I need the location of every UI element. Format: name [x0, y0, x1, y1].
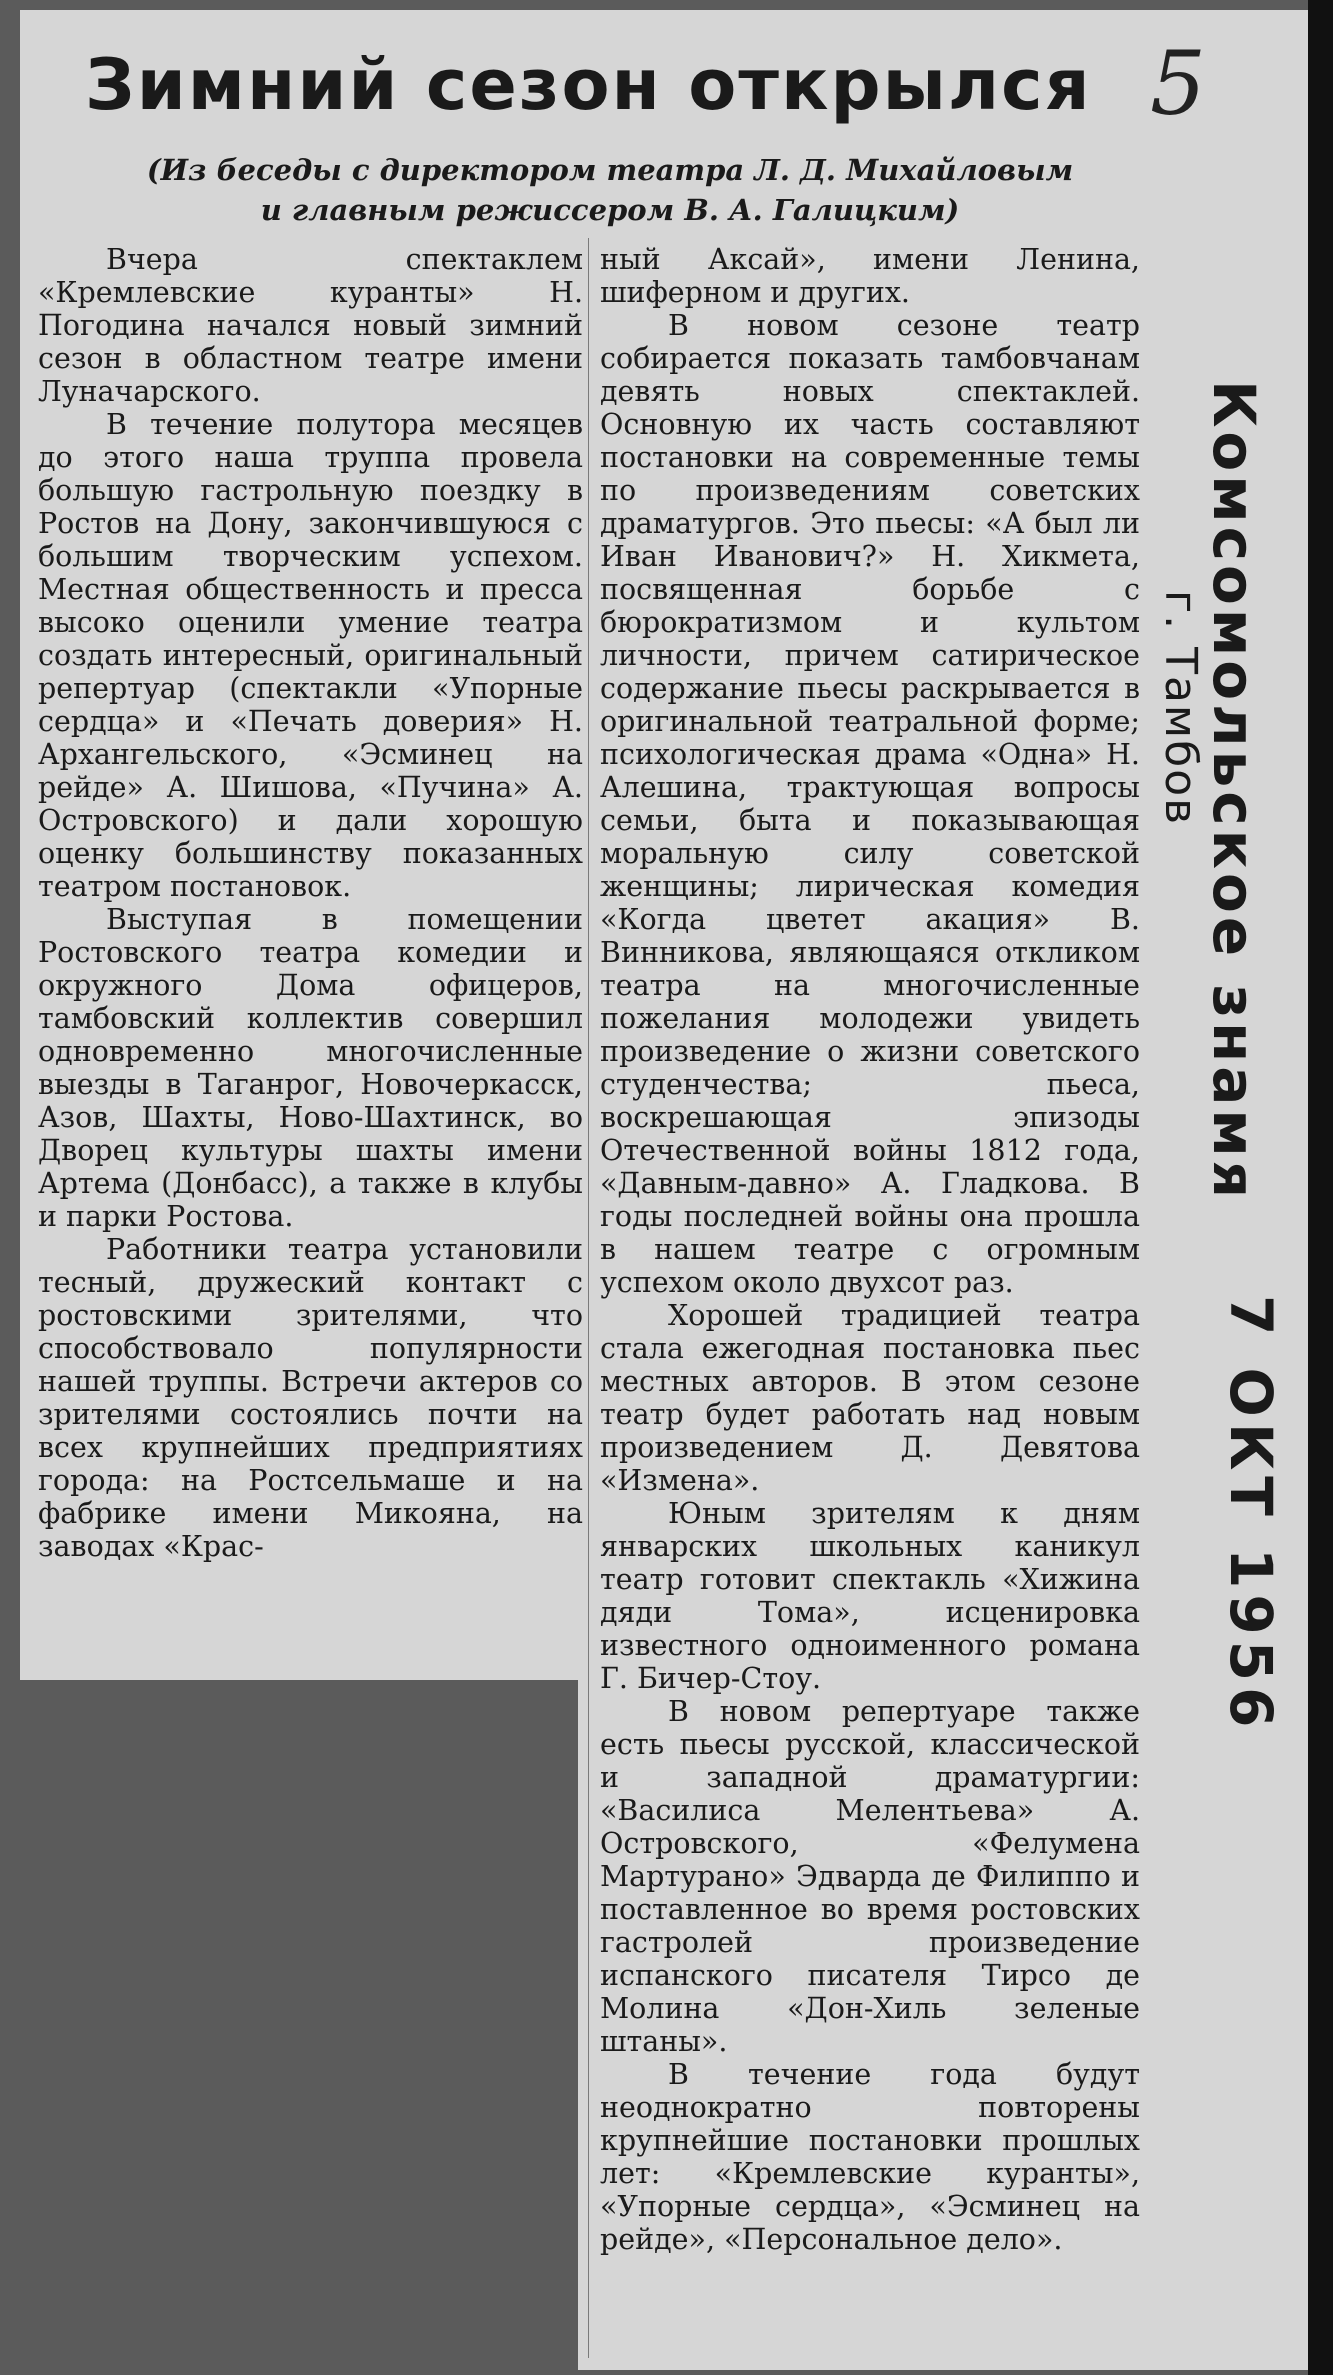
subtitle-line: и главным режиссером В. А. Галицким): [260, 193, 960, 227]
paragraph: В течение года будут неоднократно повторены крупнейшие постановки прошлых лет: «Кремлевские куранты», «Упорные сердца», «Эсминец на рейде», «Персональное дело».: [600, 2058, 1140, 2256]
handwritten-number: 5: [1150, 32, 1206, 135]
paragraph: Вчера спектаклем «Кремлевские куранты» Н. Погодина начался новый зимний сезон в областном театре имени Луначарского.: [38, 243, 583, 408]
article-subtitle: [110, 150, 1110, 230]
date-stamp: 7 ОКТ 1956: [1217, 1295, 1285, 1734]
paragraph: Хорошей традицией театра стала ежегодная постановка пьес местных авторов. В этом сезоне театр будет работать над новым произведением Д. Девятова «Измена».: [600, 1299, 1140, 1497]
paragraph: Юным зрителям к дням январских школьных каникул театр готовит спектакль «Хижина дяди Тома», исценировка известного одноименного романа Г. Бичер-Стоу.: [600, 1497, 1140, 1695]
newspaper-stamp: Комсомольское знамя: [1200, 380, 1268, 1202]
paragraph-continuation: ный Аксай», имени Ленина, шиферном и других.: [600, 243, 1140, 309]
scan-edge: [1308, 0, 1333, 2375]
paragraph: В течение полутора месяцев до этого наша труппа провела большую гастрольную поездку в Ростов на Дону, закончившуюся с большим творческим успехом. Местная общественность и пресса высоко оценили умение театра создать интересный, оригинальный репертуар (спектакли «Упорные сердца» и «Печать доверия» Н. Архангельского, «Эсминец на рейде» А. Шишова, «Пучина» А. Островского) и дали хорошую оценку большинству показанных театром постановок.: [38, 408, 583, 903]
article-title: Зимний сезон открылся: [85, 44, 1092, 126]
paragraph: В новом репертуаре также есть пьесы русской, классической и западной драматургии: «Василиса Мелентьева» А. Островского, «Фелумена Мартурано» Эдварда де Филиппо и поставленное во время ростовских гастролей произведение испанского писателя Тирсо де Молина «Дон-Хиль зеленые штаны».: [600, 1695, 1140, 2058]
paragraph: Работники театра установили тесный, дружеский контакт с ростовскими зрителями, что способствовало популярности нашей труппы. Встречи актеров со зрителями состоялись почти на всех крупнейших предприятиях города: на Ростсельмаше и на фабрике имени Микояна, на заводах «Крас-: [38, 1233, 583, 1563]
paragraph: В новом сезоне театр собирается показать тамбовчанам девять новых спектаклей. Основную их часть составляют постановки на современные темы по произведениям советских драматургов. Это пьесы: «А был ли Иван Иванович?» Н. Хикмета, посвященная борьбе с бюрократизмом и культом личности, причем сатирическое содержание пьесы раскрывается в оригинальной театральной форме; психологическая драма «Одна» Н. Алешина, трактующая вопросы семьи, быта и показывающая моральную силу советской женщины; лирическая комедия «Когда цветет акация» В. Винникова, являющаяся откликом театра на многочисленные пожелания молодежи увидеть произведение о жизни советского студенчества; пьеса, воскрешающая эпизоды Отечественной войны 1812 года, «Давным-давно» А. Гладкова. В годы последней войны она прошла в нашем театре с огромным успехом около двухсот раз.: [600, 309, 1140, 1299]
paragraph: Выступая в помещении Ростовского театра комедии и окружного Дома офицеров, тамбовский коллектив совершил одновременно многочисленные выезды в Таганрог, Новочеркасск, Азов, Шахты, Ново-Шахтинск, во Дворец культуры шахты имени Артема (Донбасс), а также в клубы и парки Ростова.: [38, 903, 583, 1233]
column-divider: [588, 238, 589, 2358]
city-stamp: г. Тамбов: [1155, 590, 1206, 827]
right-column: [600, 243, 1140, 2256]
subtitle-line: (Из беседы с директором театра Л. Д. Михайловым: [146, 153, 1074, 187]
left-column: [38, 243, 583, 1563]
